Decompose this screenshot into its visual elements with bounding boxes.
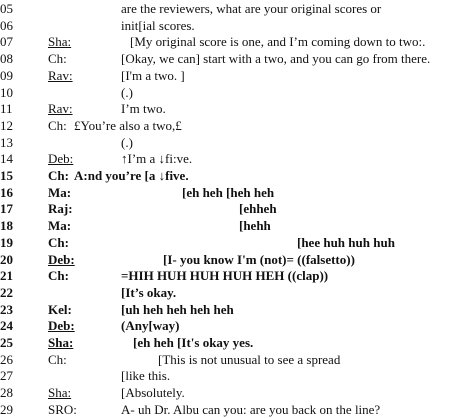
- utterance-text: [This is not unusual to see a spread: [158, 351, 341, 367]
- line-number: 12: [0, 117, 13, 133]
- line-number: 23: [0, 301, 13, 317]
- utterance-text: A- uh Dr. Albu can you: are you back on the line?: [121, 401, 381, 417]
- utterance-text: [My original score is one, and I’m coming down to two:.: [130, 34, 426, 50]
- speaker-label: Ch:: [48, 234, 69, 250]
- utterance-text: [ehheh: [239, 201, 277, 217]
- line-number: 21: [0, 268, 13, 284]
- line-number: 06: [0, 17, 13, 33]
- utterance-text: [I'm a two. ]: [121, 67, 185, 83]
- line-number: 16: [0, 184, 13, 200]
- line-number: 20: [0, 251, 13, 267]
- utterance-text: (.): [121, 134, 133, 150]
- utterance-text: [It’s okay.: [121, 284, 177, 300]
- speaker-label: Sha:: [48, 385, 72, 401]
- speaker-label: Ch:: [48, 51, 67, 67]
- utterance-text: [I- you know I'm (not)= ((falsetto)): [163, 251, 355, 267]
- line-number: 08: [0, 51, 13, 67]
- line-number: 24: [0, 318, 13, 334]
- line-number: 17: [0, 201, 13, 217]
- line-number: 13: [0, 134, 13, 150]
- line-number: 14: [0, 151, 13, 167]
- speaker-label: SRO:: [48, 401, 77, 417]
- line-number: 09: [0, 67, 13, 83]
- utterance-text: (Any[way): [121, 318, 180, 334]
- speaker-label: Ch:: [48, 268, 69, 284]
- line-number: 07: [0, 34, 13, 50]
- line-number: 28: [0, 385, 13, 401]
- speaker-label: Ch:: [48, 117, 67, 133]
- utterance-text: [Okay, we can] start with a two, and you can go from there.: [121, 51, 431, 67]
- line-number: 05: [0, 1, 13, 16]
- speaker-label: Ma:: [48, 184, 72, 200]
- utterance-text: [Absolutely.: [121, 385, 185, 401]
- utterance-text: =HIH HUH HUH HUH HEH ((clap)): [121, 268, 329, 284]
- line-number: 26: [0, 351, 13, 367]
- utterance-text: I’m two.: [121, 101, 166, 117]
- utterance-text: £You’re also a two,£: [74, 117, 182, 133]
- utterance-text: [eh heh [heh heh: [182, 184, 275, 200]
- line-number: 27: [0, 368, 13, 384]
- utterance-text: [like this.: [121, 368, 171, 384]
- line-number: 11: [0, 101, 13, 117]
- speaker-label: Deb:: [48, 318, 75, 334]
- speaker-label: Ma:: [48, 218, 72, 234]
- utterance-text: (.): [121, 84, 133, 100]
- line-number: 22: [0, 284, 13, 300]
- speaker-label: Deb:: [48, 251, 75, 267]
- speaker-label: Rav:: [48, 101, 73, 117]
- line-number: 29: [0, 401, 13, 417]
- speaker-label: Sha:: [48, 335, 74, 350]
- speaker-label: Deb:: [48, 151, 74, 167]
- line-number: 15: [0, 168, 13, 183]
- utterance-text: [hehh: [239, 218, 271, 234]
- utterance-text: are the reviewers, what are your original scores or: [121, 1, 382, 16]
- line-number: 18: [0, 218, 13, 234]
- utterance-text: A:nd you’re [a ↓five.: [74, 168, 189, 183]
- utterance-text: init[ial scores.: [121, 17, 195, 33]
- speaker-label: Rav:: [48, 67, 73, 83]
- speaker-label: Sha:: [48, 34, 72, 50]
- utterance-text: [eh heh [It's okay yes.: [133, 335, 254, 350]
- line-number: 19: [0, 234, 13, 250]
- utterance-text: ↑I’m a ↓fi:ve.: [121, 151, 193, 167]
- speaker-label: Raj:: [48, 201, 73, 217]
- speaker-label: Ch:: [48, 168, 69, 183]
- line-number: 25: [0, 335, 13, 350]
- utterance-text: [uh heh heh heh heh: [121, 301, 234, 317]
- utterance-text: [hee huh huh huh: [297, 234, 395, 250]
- speaker-label: Ch:: [48, 351, 67, 367]
- line-number: 10: [0, 84, 13, 100]
- speaker-label: Kel:: [48, 301, 72, 317]
